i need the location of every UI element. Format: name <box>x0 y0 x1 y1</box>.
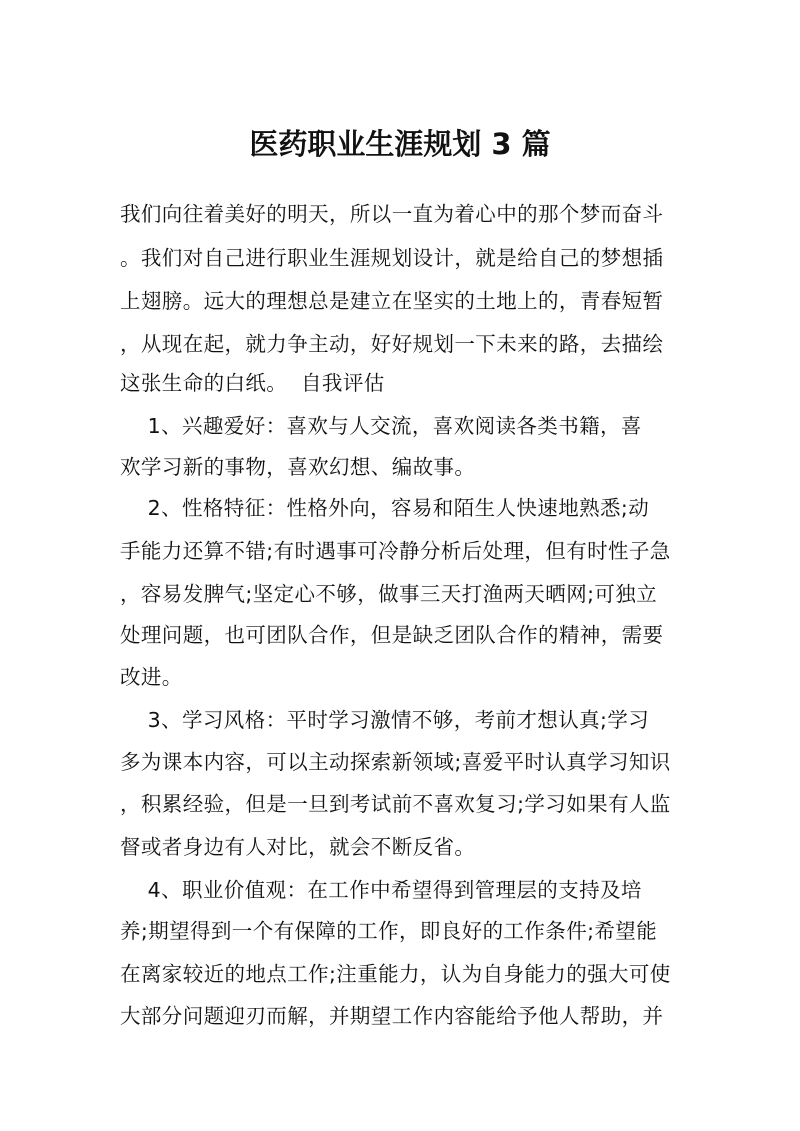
body-line-20: 大部分问题迎刃而解，并期望工作内容能给予他人帮助，并 <box>120 1004 664 1028</box>
body-line-10: ，容易发脾气;坚定心不够，做事三天打渔两天晒网;可独立 <box>120 582 658 606</box>
body-line-7: 欢学习新的事物，喜欢幻想、编故事。 <box>120 455 476 479</box>
body-line-9: 手能力还算不错;有时遇事可冷静分析后处理，但有时性子急 <box>120 539 671 563</box>
body-line-6: 1、兴趣爱好：喜欢与人交流，喜欢阅读各类书籍，喜 <box>120 414 642 438</box>
body-line-17: 4、职业价值观：在工作中希望得到管理层的支持及培 <box>120 878 642 902</box>
body-line-18: 养;期望得到一个有保障的工作，即良好的工作条件;希望能 <box>120 919 658 943</box>
body-line-16: 督或者身边有人对比，就会不断反省。 <box>120 835 476 859</box>
body-line-12: 改进。 <box>120 665 183 689</box>
body-line-13: 3、学习风格：平时学习激情不够，考前才想认真;学习 <box>120 708 650 732</box>
body-line-4: ，从现在起，就力争主动，好好规划一下未来的路，去描绘 <box>120 332 664 356</box>
body-line-1: 我们向往着美好的明天，所以一直为着心中的那个梦而奋斗 <box>120 202 664 226</box>
body-line-2: 。我们对自己进行职业生涯规划设计，就是给自己的梦想插 <box>120 246 664 270</box>
body-line-15: ，积累经验，但是一旦到考试前不喜欢复习;学习如果有人监 <box>120 792 671 816</box>
body-line-11: 处理问题，也可团队合作，但是缺乏团队合作的精神，需要 <box>120 623 664 647</box>
body-line-3: 上翅膀。远大的理想总是建立在坚实的土地上的，青春短暂 <box>120 289 664 313</box>
body-line-14: 多为课本内容，可以主动探索新领域;喜爱平时认真学习知识 <box>120 750 671 774</box>
body-line-19: 在离家较近的地点工作;注重能力，认为自身能力的强大可使 <box>120 962 671 986</box>
body-line-5: 这张生命的白纸。 自我评估 <box>120 371 385 395</box>
body-line-8: 2、性格特征：性格外向，容易和陌生人快速地熟悉;动 <box>120 496 650 520</box>
page-title: 医药职业生涯规划 3 篇 <box>249 127 551 161</box>
